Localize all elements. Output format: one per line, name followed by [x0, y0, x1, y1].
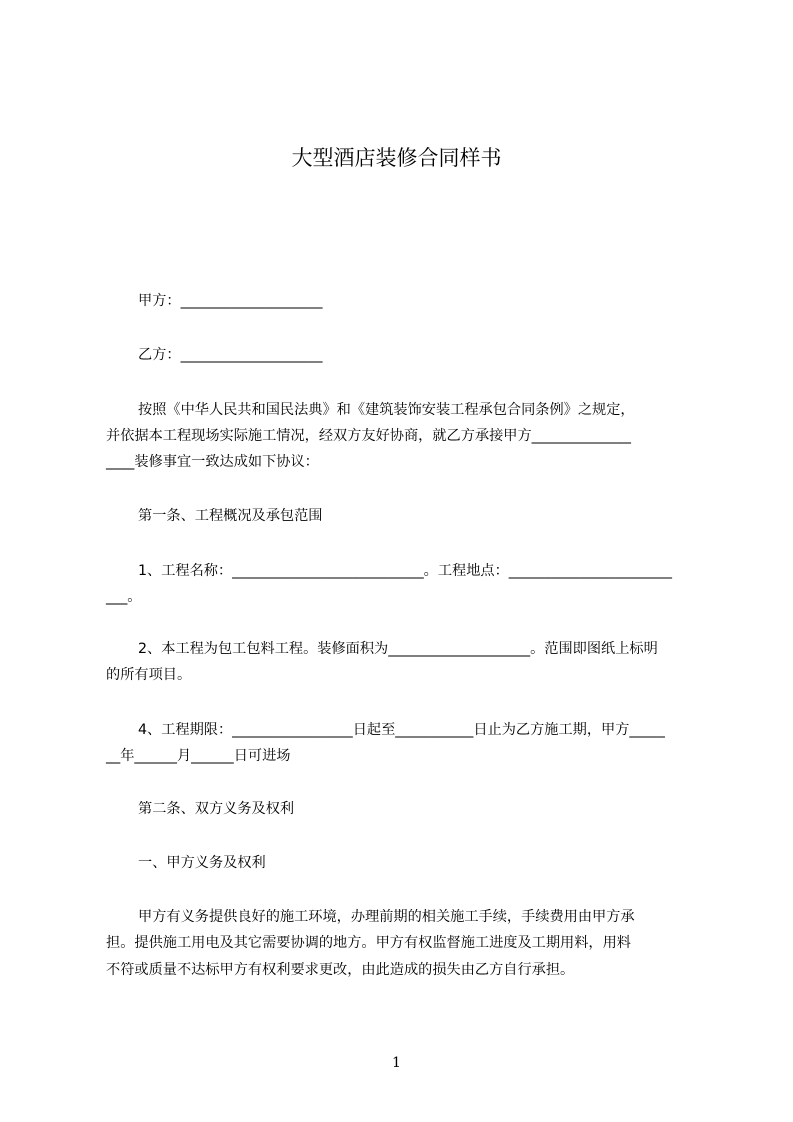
item-1-line-2: ___。	[106, 589, 142, 605]
paragraph-line-2: 担。提供施工用电及其它需要协调的地方。甲方有权监督施工进度及工期用料，用料	[106, 935, 631, 951]
party-a-line: 甲方：____________________	[138, 293, 323, 309]
item-4-line-1: 4、工程期限：_________________日起至___________日止为乙方施工期，甲方_____	[138, 722, 665, 738]
page-number: 1	[392, 1055, 401, 1071]
item-4-line-2: __年______月______日可进场	[106, 748, 291, 764]
item-2-line-1: 2、本工程为包工包料工程。装修面积为____________________。范围即图纸上标明	[138, 641, 658, 657]
intro-line-3: ____装修事宜一致达成如下协议：	[106, 454, 319, 470]
article-1-heading: 第一条、工程概况及承包范围	[138, 508, 323, 524]
paragraph-line-1: 甲方有义务提供良好的施工环境，办理前期的相关施工手续，手续费用由甲方承	[138, 909, 635, 925]
intro-line-2: 并依据本工程现场实际施工情况，经双方友好协商，就乙方承接甲方______________	[106, 428, 631, 444]
section-1-heading: 一、甲方义务及权利	[138, 855, 266, 871]
paragraph-line-3: 不符或质量不达标甲方有权利要求更改，由此造成的损失由乙方自行承担。	[106, 962, 575, 978]
document-title: 大型酒店装修合同样书	[291, 146, 502, 170]
item-2-line-2: 的所有项目。	[106, 667, 192, 683]
item-1-line-1: 1、工程名称：___________________________。工程地点：_______________________	[138, 563, 672, 579]
party-b-line: 乙方：____________________	[138, 347, 323, 363]
intro-line-1: 按照《中华人民共和国民法典》和《建筑装饰安装工程承包合同条例》之规定，	[138, 402, 635, 418]
article-2-heading: 第二条、双方义务及权利	[138, 801, 295, 817]
